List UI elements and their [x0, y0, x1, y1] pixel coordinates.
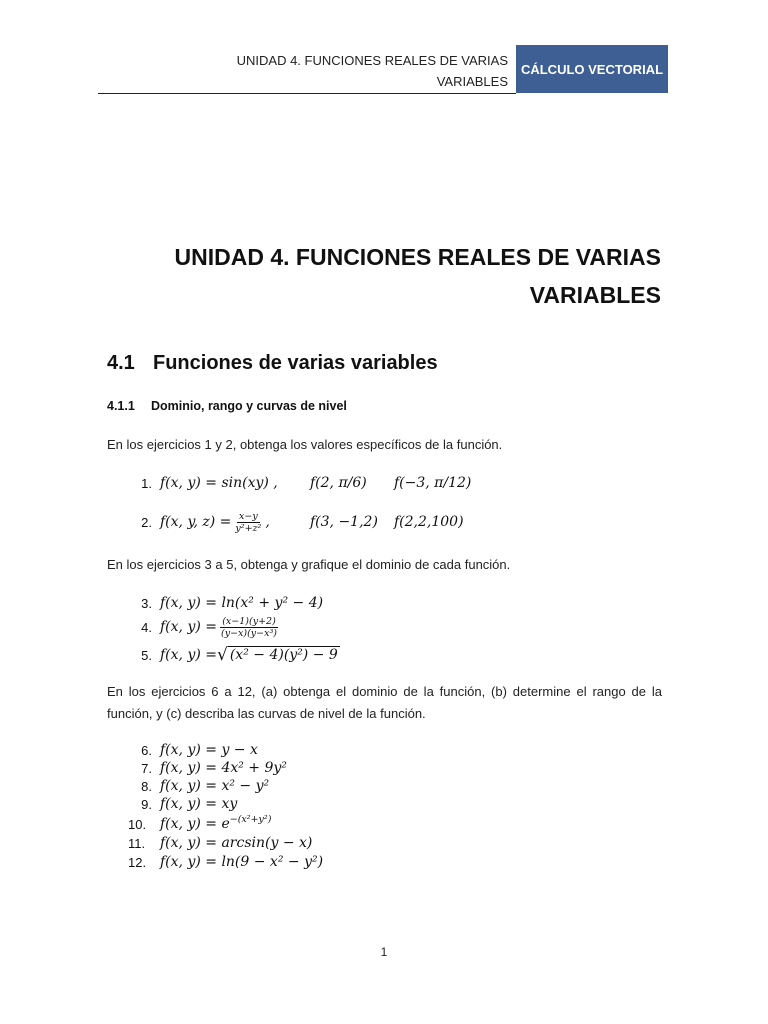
- instruction-paragraph: En los ejercicios 1 y 2, obtenga los valores específicos de la función.: [107, 437, 503, 452]
- exercise-10: [128, 814, 271, 834]
- chapter-title-line1: UNIDAD 4. FUNCIONES REALES DE VARIAS: [174, 244, 661, 270]
- exercise-3: [128, 593, 323, 613]
- exercise-number: 3.: [141, 595, 152, 611]
- exercise-number: 6.: [141, 742, 152, 758]
- exercise-number: 7.: [141, 760, 152, 776]
- section-title: Funciones de varias variables: [153, 352, 438, 374]
- fraction-numerator: x−y: [239, 510, 258, 522]
- course-badge: CÁLCULO VECTORIAL: [516, 45, 668, 93]
- exercise-number: 2.: [141, 514, 152, 530]
- running-header-line1: UNIDAD 4. FUNCIONES REALES DE VARIAS: [236, 53, 508, 68]
- running-header: [188, 50, 508, 92]
- exercise-punctuation: ,: [265, 514, 270, 530]
- fraction-numerator: (x−1)(y+2): [222, 615, 276, 627]
- exercise-expression: f(x, y) = ln(9 − x² − y²): [160, 854, 324, 870]
- instruction-paragraph: En los ejercicios 3 a 5, obtenga y grafique el dominio de cada función.: [107, 557, 511, 572]
- header-divider: [98, 93, 516, 94]
- running-header-line2: VARIABLES: [436, 74, 508, 89]
- exercise-expression: f(x, y) = sin(xy) ,: [160, 475, 278, 491]
- fraction-denominator: (y−x)(y−x³): [221, 627, 278, 639]
- radicand: (x² − 4)(y²) − 9: [229, 647, 338, 663]
- exponent: −(x²+y²): [229, 813, 272, 825]
- exercise-8: [128, 776, 269, 796]
- exercise-number: 12.: [128, 854, 147, 870]
- subsection-heading: [107, 399, 347, 413]
- exercise-number: 1.: [141, 475, 152, 491]
- exercise-9: [128, 794, 237, 814]
- exercise-value: f(2,2,100): [394, 514, 464, 530]
- exercise-number: 8.: [141, 778, 152, 794]
- exercise-number: 4.: [141, 619, 152, 635]
- chapter-title-line2: VARIABLES: [529, 282, 661, 308]
- chapter-title: [141, 238, 661, 314]
- fraction-denominator: y²+z²: [235, 522, 262, 534]
- exercise-11: [128, 833, 312, 853]
- subsection-title: Dominio, rango y curvas de nivel: [151, 399, 347, 413]
- section-number: 4.1: [107, 352, 135, 374]
- exercise-4: [128, 613, 281, 641]
- exercise-expression: f(x, y) = e: [160, 816, 230, 832]
- exercise-expression: f(x, y, z) =: [160, 514, 232, 530]
- exercise-2: [128, 508, 464, 536]
- exercise-value: f(−3, π/12): [394, 475, 472, 491]
- exercise-number: 5.: [141, 647, 152, 663]
- exercise-expression: f(x, y) = xy: [160, 796, 238, 812]
- exercise-expression: f(x, y) = x² − y²: [160, 778, 270, 794]
- exercise-expression: f(x, y) = arcsin(y − x): [160, 835, 313, 851]
- fraction: [219, 616, 279, 639]
- exercise-5: [128, 645, 340, 665]
- exercise-6: [128, 740, 258, 760]
- subsection-number: 4.1.1: [107, 399, 135, 413]
- exercise-expression: f(x, y) = y − x: [160, 742, 258, 758]
- exercise-number: 10.: [128, 816, 147, 832]
- instruction-paragraph: En los ejercicios 6 a 12, (a) obtenga el dominio de la función, (b) determine el rango de la función, y (c) describa las curvas de nivel de la función.: [107, 684, 662, 721]
- exercise-expression: f(x, y) =: [160, 647, 217, 663]
- exercise-12: [128, 852, 323, 872]
- exercise-number: 9.: [141, 796, 152, 812]
- exercise-expression: f(x, y) = ln(x² + y² − 4): [160, 595, 324, 611]
- exercise-number: 11.: [128, 835, 146, 851]
- exercise-expression: f(x, y) = 4x² + 9y²: [160, 760, 287, 776]
- page-number: 1: [380, 945, 388, 959]
- section-heading: [107, 352, 438, 375]
- exercise-value: f(3, −1,2): [310, 514, 378, 530]
- exercise-7: [128, 758, 287, 778]
- fraction: [233, 511, 263, 534]
- exercise-1: [128, 473, 471, 493]
- radical-sign: √: [217, 645, 228, 665]
- square-root: [217, 646, 340, 664]
- exercise-value: f(2, π/6): [310, 475, 367, 491]
- exercise-expression: f(x, y) =: [160, 619, 217, 635]
